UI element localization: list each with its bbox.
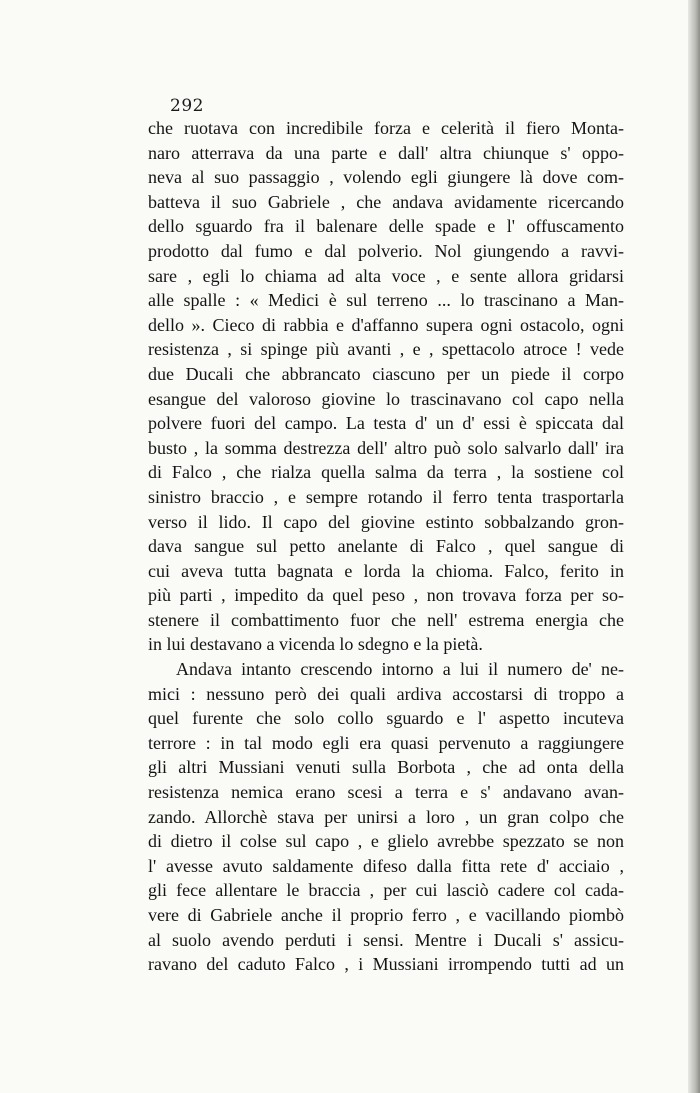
text-line: di dietro il colse sul capo , e glielo avrebbe spezzato se non [148,831,624,852]
text-line: gli fece allentare le braccia , per cui lasciò cadere col cada- [148,880,624,901]
text-line: prodotto dal fumo e dal polverio. Nol giungendo a ravvi- [148,240,624,261]
text-line: sinistro braccio , e sempre rotando il ferro tenta trasportarla [148,486,624,507]
text-line: polvere fuori del campo. La testa d' un d' essi è spiccata dal [148,413,624,434]
text-line: cui aveva tutta bagnata e lorda la chioma. Falco, ferito in [148,560,624,581]
text-line: ravano del caduto Falco , i Mussiani irrompendo tutti ad un [148,954,624,975]
text-line: resistenza nemica erano scesi a terra e s' andavano avan- [148,782,624,803]
text-line: alle spalle : « Medici è sul terreno ... lo trascinano a Man- [148,290,624,311]
text-line: neva al suo passaggio , volendo egli giungere là dove com- [148,167,624,188]
text-line: più parti , impedito da quel peso , non trovava forza per so- [148,585,624,606]
text-line: quel furente che solo collo sguardo e l' aspetto incuteva [148,708,624,729]
text-line: dava sangue sul petto anelante di Falco , quel sangue di [148,536,624,557]
paragraph-2 [148,657,624,977]
page-number: 292 [170,96,204,116]
text-line: al suolo avendo perduti i sensi. Mentre i Ducali s' assicu- [148,929,624,950]
text-line: batteva il suo Gabriele , che andava avidamente ricercando [148,191,624,212]
text-line: di Falco , che rialza quella salma da terra , la sostiene col [148,462,624,483]
text-line: mici : nessuno però dei quali ardiva accostarsi di troppo a [148,683,624,704]
text-line: stenere il combattimento fuor che nell' estrema energia che [148,609,624,630]
text-line: che ruotava con incredibile forza e celerità il fiero Monta- [148,118,624,138]
text-line: naro atterrava da una parte e dall' altra chiunque s' oppo- [148,142,624,163]
text-line: terrore : in tal modo egli era quasi pervenuto a raggiungere [148,732,624,753]
paragraph-1 [148,116,624,657]
text-line: gli altri Mussiani venuti sulla Borbota , che ad onta della [148,757,624,778]
text-line: zando. Allorchè stava per unirsi a loro , un gran colpo che [148,806,624,827]
text-line: verso il lido. Il capo del giovine estinto sobbalzando gron- [148,511,624,532]
text-line: dello ». Cieco di rabbia e d'affanno supera ogni ostacolo, ogni [148,314,624,335]
text-line: vere di Gabriele anche il proprio ferro , e vacillando piombò [148,905,624,925]
text-line: l' avesse avuto saldamente difeso dalla fitta rete d' acciaio , [148,855,624,876]
page-spine-shadow [688,0,700,1093]
body-text [148,116,624,977]
text-line: busto , la somma destrezza dell' altro può solo salvarlo dall' ira [148,437,624,458]
text-line: resistenza , si spinge più avanti , e , spettacolo atroce ! vede [148,339,624,360]
text-line: in lui destavano a vicenda lo sdegno e la pietà. [148,634,483,655]
text-line: due Ducali che abbrancato ciascuno per un piede il corpo [148,363,624,384]
text-line: Andava intanto crescendo intorno a lui il numero de' ne- [176,659,624,680]
text-line: esangue del valoroso giovine lo trascinavano col capo nella [148,388,624,409]
text-line: dello sguardo fra il balenare delle spade e l' offuscamento [148,216,624,237]
text-line: sare , egli lo chiama ad alta voce , e sente allora gridarsi [148,265,624,286]
